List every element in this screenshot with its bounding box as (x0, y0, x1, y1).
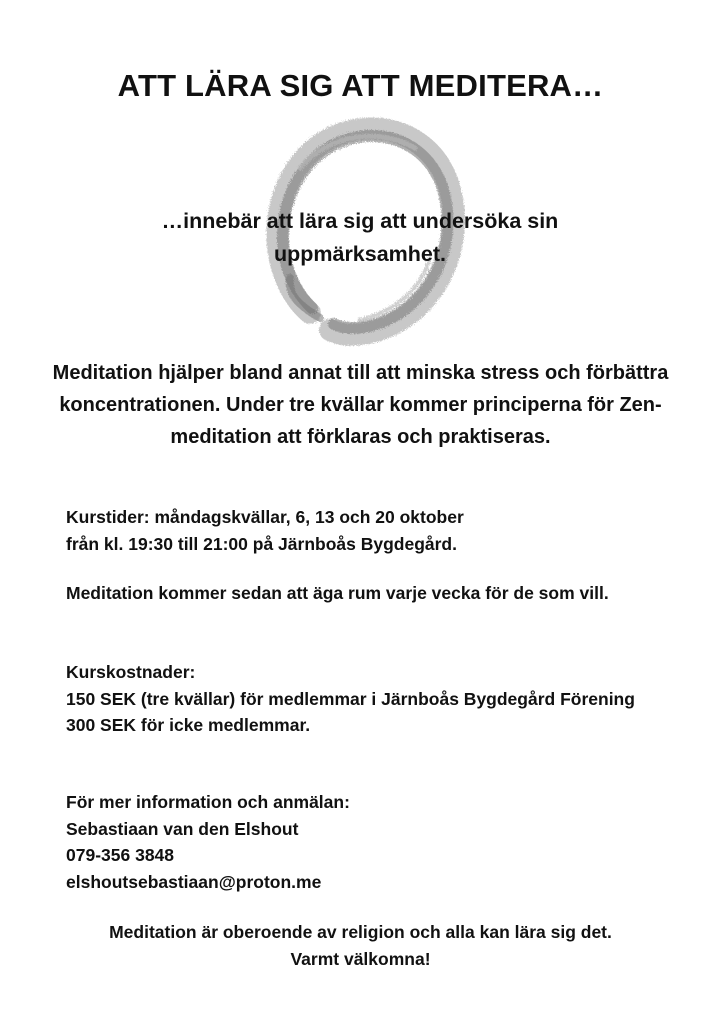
footer-note: Meditation är oberoende av religion och alla kan lära sig det. (109, 922, 612, 942)
course-times-line: Kurstider: måndagskvällar, 6, 13 och 20 oktober (66, 507, 464, 527)
course-location-line: från kl. 19:30 till 21:00 på Järnboås Bygdegård. (66, 533, 457, 554)
member-cost: 150 SEK (tre kvällar) för medlemmar i Järnboås Bygdegård Förening (66, 688, 635, 709)
course-times (66, 504, 666, 557)
weekly-info: Meditation kommer sedan att äga rum varje vecka för de som vill. (66, 583, 609, 603)
footer (40, 919, 681, 972)
page-title: ATT LÄRA SIG ATT MEDITERA… (117, 68, 604, 103)
contact-email: elshoutsebastiaan@proton.me (66, 871, 322, 892)
contact-phone: 079-356 3848 (66, 845, 175, 865)
course-costs (66, 659, 666, 739)
welcome-text: Varmt välkomna! (290, 948, 431, 969)
contact-heading: För mer information och anmälan: (66, 792, 350, 812)
subtitle: …innebär att lära sig att undersöka sin uppmärksamhet. (161, 209, 559, 266)
contact-name: Sebastiaan van den Elshout (66, 818, 299, 839)
non-member-cost: 300 SEK för icke medlemmar. (66, 715, 311, 735)
contact-info (66, 789, 666, 895)
intro-paragraph: Meditation hjälper bland annat till att minska stress och förbättra koncentrationen. Under tre kvällar kommer principerna för Zen-meditation att förklaras och praktiseras. (52, 362, 669, 448)
costs-heading: Kurskostnader: (66, 662, 196, 682)
